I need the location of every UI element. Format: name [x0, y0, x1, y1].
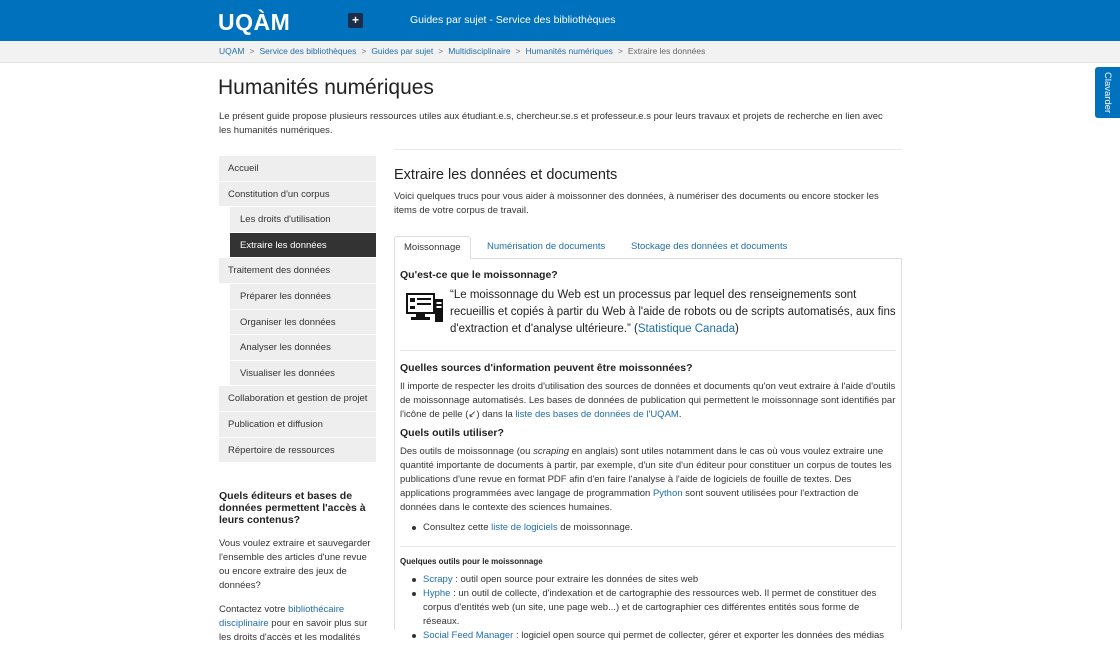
sidebar-box-text: Vous voulez extraire et sauvegarder l'ensemble des articles d'une revue ou encore extraire des jeux de données?	[219, 538, 371, 591]
heading-moissonnage: Qu'est-ce que le moissonnage?	[400, 269, 558, 281]
top-header	[0, 0, 1120, 41]
sidebar-item-visualiser[interactable]: Visualiser les données	[230, 361, 376, 387]
divider	[394, 149, 902, 150]
robot-computer-icon	[406, 293, 444, 323]
tab-stockage[interactable]: Stockage des données et documents	[631, 241, 788, 252]
breadcrumb-separator: >	[361, 46, 367, 56]
sidebar-nav	[219, 156, 376, 463]
heading-outils: Quels outils utiliser?	[400, 427, 504, 439]
uqam-logo[interactable]: UQÀM	[218, 9, 291, 35]
bibliothecaire-link[interactable]: bibliothécaire disciplinaire	[219, 604, 345, 629]
quote-end: )	[735, 322, 739, 335]
heading-quelques-outils: Quelques outils pour le moissonnage	[400, 557, 543, 566]
text: .	[678, 409, 682, 420]
statistique-canada-link[interactable]: Statistique Canada	[637, 322, 736, 335]
hyphe-link[interactable]: Hyphe	[423, 588, 451, 599]
breadcrumb-separator: >	[515, 46, 521, 56]
social-feed-manager-link[interactable]: Social Feed Manager	[423, 630, 514, 641]
outils-text	[400, 445, 896, 515]
breadcrumb-separator: >	[438, 46, 444, 56]
section-title: Extraire les données et documents	[394, 167, 618, 183]
heading-sources: Quelles sources d'information peuvent être moissonnées?	[400, 362, 693, 374]
definition-quote	[450, 287, 896, 337]
site-title[interactable]: Guides par sujet - Service des bibliothèques	[410, 14, 616, 26]
breadcrumb-bar	[0, 41, 1120, 63]
breadcrumb-separator: >	[617, 46, 623, 56]
sidebar-item-organiser[interactable]: Organiser les données	[230, 310, 376, 336]
text: de moissonnage.	[557, 522, 633, 533]
text: Il importe de respecter les droits d'utilisation des sources de données et documents qu'on veut extraire à l'aide d'outils de moissonnage automatisés. Les bases de données de publication qui permettent le moissonnage sont identifiés par l'icône de pelle (	[400, 381, 896, 420]
text: Contactez votre	[219, 604, 289, 615]
page-description: Le présent guide propose plusieurs ressources utiles aux étudiant.e.s, chercheur.se.s et professeur.e.s pour leurs travaux et projets de recherche en lien avec les humanités numériques.	[219, 111, 883, 136]
tab-moissonnage[interactable]: Moissonnage	[394, 236, 471, 259]
python-link[interactable]: Python	[652, 488, 683, 499]
sidebar-item-collaboration[interactable]: Collaboration et gestion de projet	[219, 386, 376, 412]
sidebar-item-extraire[interactable]: Extraire les données	[230, 233, 376, 259]
list-item	[423, 629, 896, 643]
section-intro: Voici quelques trucs pour vous aider à moissonner des données, à numériser des documents ou encore stocker les items de votre corpus de travail.	[394, 191, 879, 216]
breadcrumb-current: Extraire les données	[627, 46, 706, 56]
text: en anglais) sont utiles notamment dans le cas où vous voulez extraire une quantité importante de documents à partir, par exemple, d'un site d'un éditeur pour constituer un corpus de toutes les publications d'une revue en format PDF afin d'en faire l'analyse à l'aide de logiciels de fouille de textes. Des applications programmées avec langage de programmation	[400, 446, 892, 499]
breadcrumb-link-multidisciplinaire[interactable]: Multidisciplinaire	[448, 46, 511, 56]
text: : logiciel open source qui permet de collecter, gérer et exporter les données des médias	[513, 630, 885, 641]
tab-numerisation[interactable]: Numérisation de documents	[487, 241, 606, 252]
sources-text	[400, 380, 896, 422]
text: : outil open source pour extraire les données de sites web	[452, 574, 699, 585]
text: sont souvent utilisées pour l'extraction de données dans le contexte des sciences humaines.	[400, 488, 859, 513]
sidebar-item-publication[interactable]: Publication et diffusion	[219, 412, 376, 438]
sidebar-item-preparer[interactable]: Préparer les données	[230, 284, 376, 310]
divider	[400, 350, 896, 351]
sidebar-box-contact	[219, 603, 376, 645]
liste-bases-donnees-link[interactable]: liste des bases de données de l'UQAM	[515, 409, 679, 420]
list-item	[423, 521, 896, 535]
sidebar-item-constitution[interactable]: Constitution d'un corpus	[219, 182, 376, 208]
shovel-icon: ↙	[468, 409, 477, 420]
sidebar-item-analyser[interactable]: Analyser les données	[230, 335, 376, 361]
sidebar-item-droits[interactable]: Les droits d'utilisation	[230, 207, 376, 233]
scrapy-link[interactable]: Scrapy	[423, 574, 453, 585]
breadcrumb-link-bibliotheques[interactable]: Service des bibliothèques	[259, 46, 357, 56]
list-item	[423, 587, 896, 629]
text: Consultez cette	[423, 522, 492, 533]
divider	[400, 546, 896, 547]
chat-tab[interactable]: Clavarder	[1095, 67, 1120, 118]
liste-logiciels-link[interactable]: liste de logiciels	[491, 522, 558, 533]
list-item	[423, 573, 896, 587]
text: : un outil de collecte, d'indexation et de cartographie des ressources web. Il permet de constituer des corpus d'entités web (un site, une page web...) et de cartographier ces différentes entités sous forme de réseaux.	[423, 588, 877, 627]
text: pour en savoir plus sur les droits d'accès et les modalités	[219, 618, 368, 643]
breadcrumb-link-guides[interactable]: Guides par sujet	[371, 46, 434, 56]
breadcrumb-link-uqam[interactable]: UQAM	[219, 46, 245, 56]
quote-text: “Le moissonnage du Web est un processus par lequel des renseignements sont recueillis et copiés à partir du Web à l'aide de robots ou de scripts automatisés, aux fins d'extraction et d'analyse ultérieure.” (	[450, 289, 896, 335]
text: ) dans la	[476, 409, 516, 420]
page-title: Humanités numériques	[218, 76, 434, 99]
breadcrumb-link-humanites[interactable]: Humanités numériques	[525, 46, 613, 56]
text: Des outils de moissonnage (ou	[400, 446, 534, 457]
expand-menu-button[interactable]: +	[348, 13, 363, 28]
sidebar-item-traitement[interactable]: Traitement des données	[219, 258, 376, 284]
breadcrumb-separator: >	[249, 46, 255, 56]
sidebar-item-accueil[interactable]: Accueil	[219, 156, 376, 182]
text-emphasis: scraping	[533, 446, 569, 457]
sidebar-info-box	[219, 490, 376, 655]
breadcrumb	[219, 46, 705, 56]
tools-list	[423, 573, 896, 643]
logiciels-list	[423, 521, 896, 535]
sidebar-box-title: Quels éditeurs et bases de données permettent l'accès à leurs contenus?	[219, 490, 366, 526]
tab-bar	[394, 236, 902, 259]
sidebar-item-repertoire[interactable]: Répertoire de ressources	[219, 438, 376, 464]
